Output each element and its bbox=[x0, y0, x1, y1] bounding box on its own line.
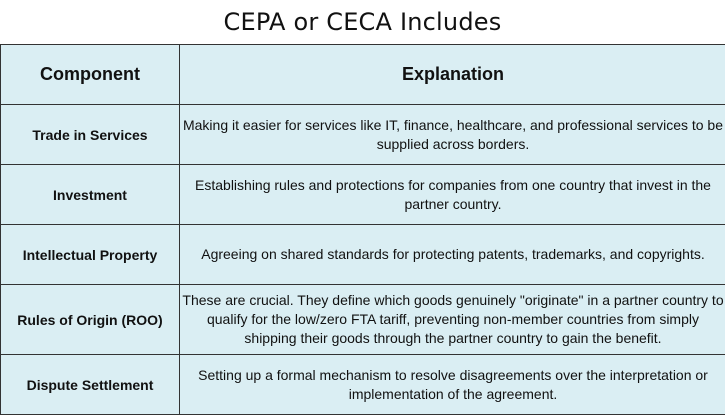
component-cell: Intellectual Property bbox=[1, 225, 180, 285]
explanation-cell: Making it easier for services like IT, finance, healthcare, and professional services to be supplied across borders. bbox=[180, 105, 725, 165]
table-row bbox=[1, 165, 725, 225]
explanation-cell: These are crucial. They define which goods genuinely "originate" in a partner country to qualify for the low/zero FTA tariff, preventing non-member countries from simply shipping their goods through the partner country to gain the benefit. bbox=[180, 285, 725, 355]
table-row bbox=[1, 355, 725, 415]
component-cell: Dispute Settlement bbox=[1, 355, 180, 415]
table-row bbox=[1, 285, 725, 355]
component-cell: Investment bbox=[1, 165, 180, 225]
explanation-cell: Agreeing on shared standards for protecting patents, trademarks, and copyrights. bbox=[180, 225, 725, 285]
header-component: Component bbox=[1, 45, 180, 105]
title-bar bbox=[0, 0, 725, 44]
table-row bbox=[1, 225, 725, 285]
component-cell: Rules of Origin (ROO) bbox=[1, 285, 180, 355]
header-explanation: Explanation bbox=[180, 45, 725, 105]
table-header-row bbox=[1, 45, 725, 105]
explanation-cell: Setting up a formal mechanism to resolve disagreements over the interpretation or implementation of the agreement. bbox=[180, 355, 725, 415]
page-title: CEPA or CECA Includes bbox=[223, 8, 502, 36]
component-cell: Trade in Services bbox=[1, 105, 180, 165]
explanation-cell: Establishing rules and protections for companies from one country that invest in the partner country. bbox=[180, 165, 725, 225]
table-row bbox=[1, 105, 725, 165]
components-table bbox=[0, 44, 725, 415]
